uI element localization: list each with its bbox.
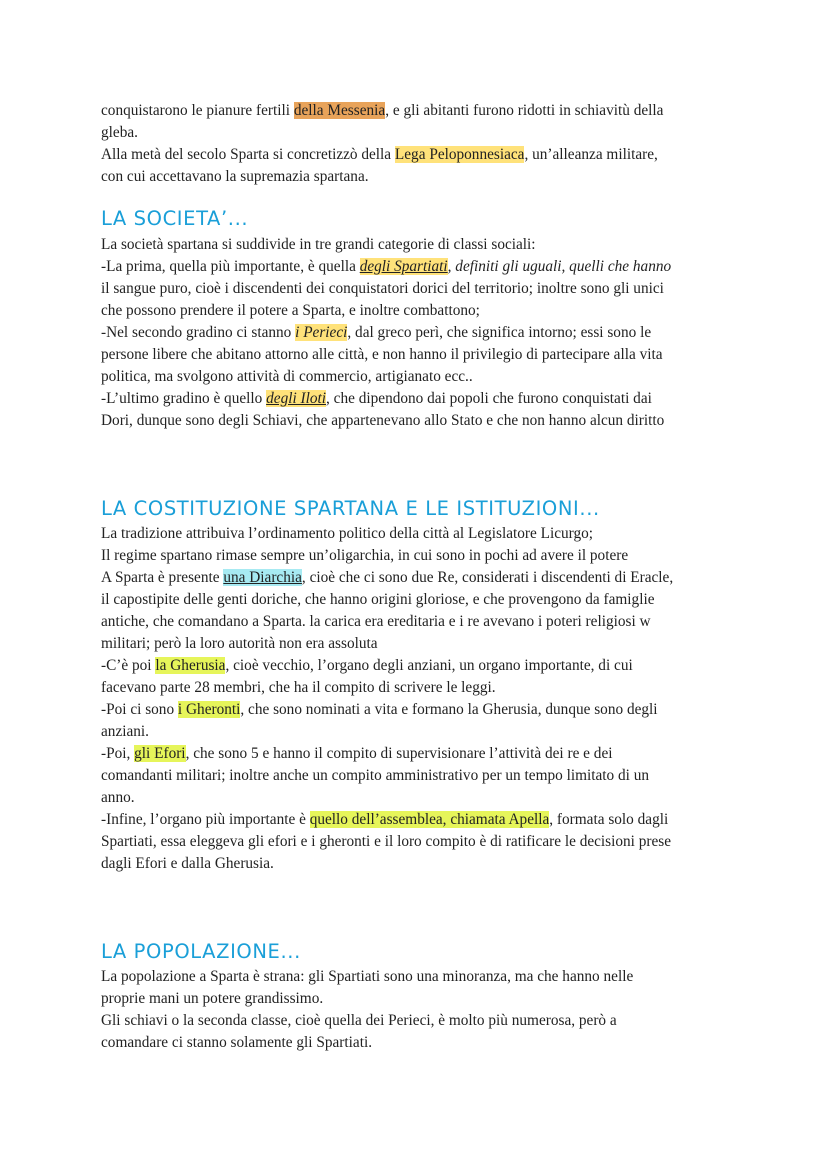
paragraph-line: con cui accettavano la supremazia spartana. (101, 168, 369, 185)
paragraph-line: militari; però la loro autorità non era assoluta (101, 635, 378, 652)
paragraph-line: Spartiati, essa eleggeva gli efori e i gheronti e il loro compito è di ratificare le decisioni prese (101, 833, 672, 850)
paragraph-line: facevano parte 28 membri, che ha il compito di scrivere le leggi. (101, 679, 496, 696)
paragraph-line: -C’è poi la Gherusia, cioè vecchio, l’organo degli anziani, un organo importante, di cui (101, 657, 633, 674)
paragraph-line: anziani. (101, 723, 149, 740)
highlight-gherusia: la Gherusia (155, 657, 226, 674)
paragraph-line: antiche, che comandano a Sparta. la carica era ereditaria e i re avevano i poteri religiosi w (101, 613, 651, 630)
paragraph-line: anno. (101, 789, 135, 806)
highlight-iloti: degli Iloti (266, 390, 327, 407)
paragraph-line: -Nel secondo gradino ci stanno i Perieci, dal greco perì, che significa intorno; essi sono le (101, 324, 652, 341)
paragraph-line: che possono prendere il potere a Sparta, e inoltre combattono; (101, 302, 480, 319)
costituzione-section (101, 523, 741, 875)
paragraph-line: conquistarono le pianure fertili della Messenia, e gli abitanti furono ridotti in schiavitù della (101, 102, 664, 119)
intro-section (101, 100, 741, 188)
highlight-diarchia: una Diarchia (223, 569, 302, 586)
heading-popolazione: LA POPOLAZIONE... (101, 940, 301, 963)
highlight-messenia: della Messenia (293, 102, 386, 119)
paragraph-line: il capostipite delle genti doriche, che hanno origini gloriose, e che provengono da famiglie (101, 591, 655, 608)
paragraph-line: gleba. (101, 124, 138, 141)
paragraph-line: La popolazione a Sparta è strana: gli Spartiati sono una minoranza, ma che hanno nelle (101, 968, 634, 985)
paragraph-line: -L’ultimo gradino è quello degli Iloti, che dipendono dai popoli che furono conquistati dai (101, 390, 652, 407)
highlight-spartiati: degli Spartiati (359, 258, 448, 275)
heading-societa: LA SOCIETA’... (101, 207, 249, 230)
highlight-perieci: i Perieci (295, 324, 348, 341)
highlight-gheronti: i Gheronti (177, 701, 241, 718)
paragraph-line: persone libere che abitano attorno alle città, e non hanno il privilegio di partecipare alla vita (101, 346, 663, 363)
highlight-efori: gli Efori (134, 745, 186, 762)
paragraph-line: A Sparta è presente una Diarchia, cioè che ci sono due Re, considerati i discendenti di Eracle, (101, 569, 674, 586)
paragraph-line: politica, ma svolgono attività di commercio, artigianato ecc.. (101, 368, 473, 385)
paragraph-line: La tradizione attribuiva l’ordinamento politico della città al Legislatore Licurgo; (101, 525, 594, 542)
societa-section (101, 234, 741, 432)
paragraph-line: proprie mani un potere grandissimo. (101, 990, 324, 1007)
paragraph-line: Dori, dunque sono degli Schiavi, che appartenevano allo Stato e che non hanno alcun diritto (101, 412, 665, 429)
paragraph-line: Il regime spartano rimase sempre un’oligarchia, in cui sono in pochi ad avere il potere (101, 547, 629, 564)
paragraph-line: Gli schiavi o la seconda classe, cioè quella dei Perieci, è molto più numerosa, però a (101, 1012, 617, 1029)
paragraph-line: -Poi ci sono i Gheronti, che sono nominati a vita e formano la Gherusia, dunque sono degli (101, 701, 658, 718)
paragraph-line: comandare ci stanno solamente gli Spartiati. (101, 1034, 373, 1051)
paragraph-line: il sangue puro, cioè i discendenti dei conquistatori dorici del territorio; inoltre sono gli unici (101, 280, 664, 297)
heading-costituzione: LA COSTITUZIONE SPARTANA E LE ISTITUZIONI... (101, 497, 600, 520)
highlight-apella: quello dell’assemblea, chiamata Apella (309, 811, 550, 828)
paragraph-line: -Poi, gli Efori, che sono 5 e hanno il compito di supervisionare l’attività dei re e dei (101, 745, 613, 762)
paragraph-line: -Infine, l’organo più importante è quello dell’assemblea, chiamata Apella, formata solo dagli (101, 811, 669, 828)
popolazione-section (101, 966, 741, 1054)
paragraph-line: -La prima, quella più importante, è quella degli Spartiati, definiti gli uguali, quelli che hanno (101, 258, 672, 275)
paragraph-line: Alla metà del secolo Sparta si concretizzò della Lega Peloponnesiaca, un’alleanza militare, (101, 146, 658, 163)
paragraph-line: comandanti militari; inoltre anche un compito amministrativo per un tempo limitato di un (101, 767, 650, 784)
paragraph-line: La società spartana si suddivide in tre grandi categorie di classi sociali: (101, 236, 536, 253)
highlight-lega-peloponnesiaca: Lega Peloponnesiaca (394, 146, 525, 163)
paragraph-line: dagli Efori e dalla Gherusia. (101, 855, 274, 872)
